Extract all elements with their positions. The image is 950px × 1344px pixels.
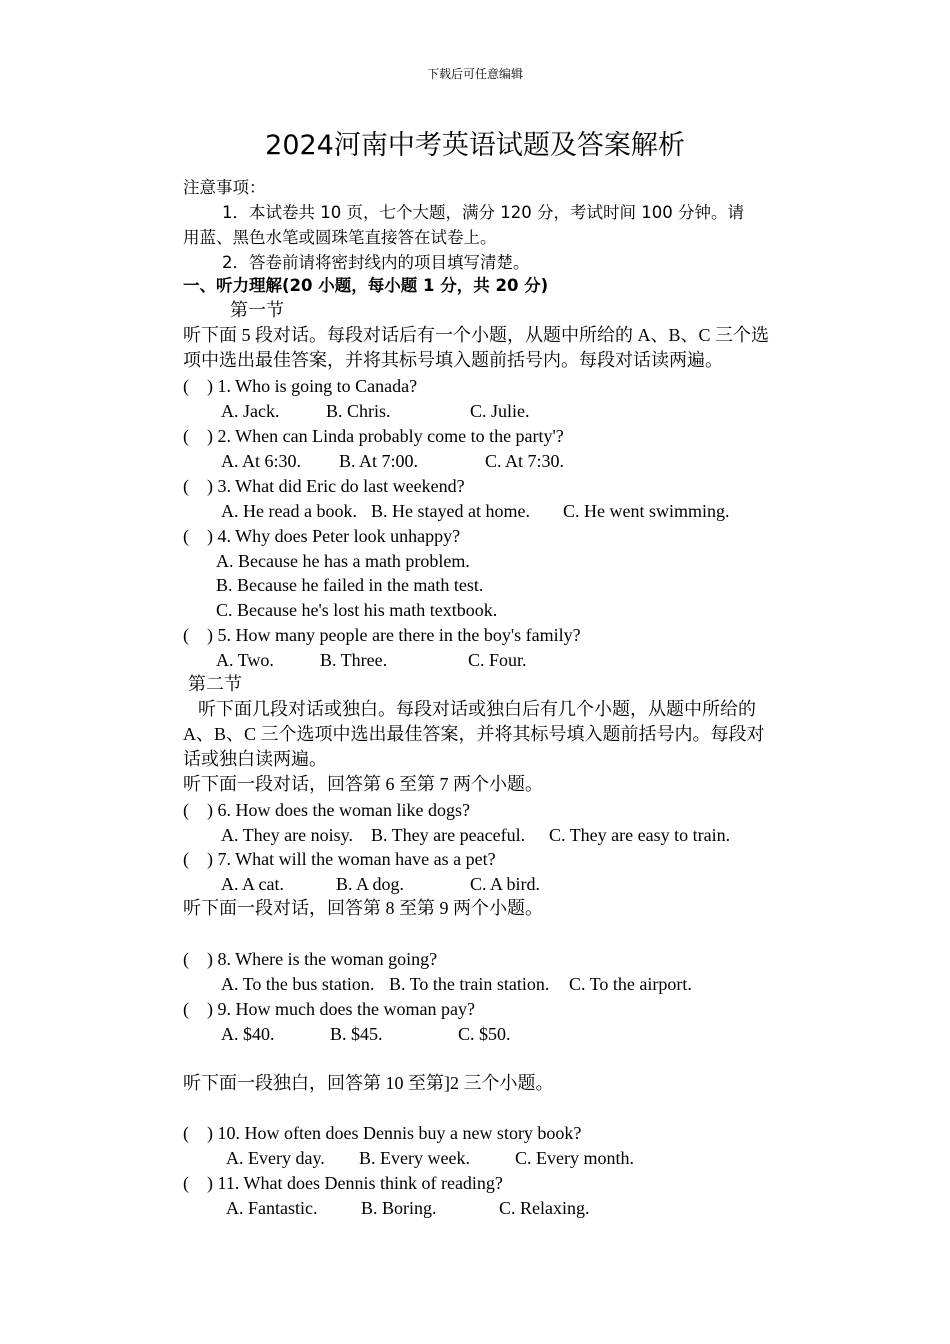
question-6-option-a: A. They are noisy. <box>221 825 353 845</box>
question-9-option-a: A. $40. <box>221 1024 275 1044</box>
notes-item-1-line-1: 1．本试卷共 10 页，七个大题，满分 120 分，考试时间 100 分钟。请 <box>222 203 744 222</box>
question-3-stem: ( ) 3. What did Eric do last weekend? <box>183 476 465 496</box>
section1-instruction-line-2: 项中选出最佳答案，并将其标号填入题前括号内。每段对话读两遍。 <box>183 350 723 370</box>
question-4-option-c: C. Because he's lost his math textbook. <box>216 600 498 620</box>
question-7-option-a: A. A cat. <box>221 874 284 894</box>
section2-title: 第二节 <box>188 674 242 694</box>
question-7-option-c: C. A bird. <box>470 874 541 894</box>
section2-instruction-line-3: 话或独白读两遍。 <box>183 749 327 769</box>
notes-item-2: 2．答卷前请将密封线内的项目填写清楚。 <box>222 253 530 272</box>
question-8-option-b: B. To the train station. <box>389 974 550 994</box>
question-11-option-c: C. Relaxing. <box>499 1198 590 1218</box>
question-5-option-a: A. Two. <box>216 650 274 670</box>
question-1-option-c: C. Julie. <box>470 401 530 421</box>
question-6-stem: ( ) 6. How does the woman like dogs? <box>183 800 470 820</box>
question-3-option-a: A. He read a book. <box>221 501 357 521</box>
question-9-option-c: C. $50. <box>458 1024 511 1044</box>
subsection-instruction-10-12: 听下面一段独白，回答第 10 至第]2 三个小题。 <box>183 1073 554 1093</box>
subsection-instruction-6-7: 听下面一段对话，回答第 6 至第 7 两个小题。 <box>183 774 543 794</box>
question-10-option-a: A. Every day. <box>226 1148 325 1168</box>
question-11-option-b: B. Boring. <box>361 1198 437 1218</box>
question-2-option-b: B. At 7:00. <box>339 451 419 471</box>
section2-instruction-line-2: A、B、C 三个选项中选出最佳答案，并将其标号填入题前括号内。每段对 <box>183 724 765 744</box>
notes-item-1-line-2: 用蓝、黑色水笔或圆珠笔直接答在试卷上。 <box>183 228 497 247</box>
question-8-option-c: C. To the airport. <box>569 974 692 994</box>
question-1-option-a: A. Jack. <box>221 401 280 421</box>
question-1-option-b: B. Chris. <box>326 401 391 421</box>
question-7-option-b: B. A dog. <box>336 874 405 894</box>
section2-instruction-line-1: 听下面几段对话或独白。每段对话或独白后有几个小题，从题中所给的 <box>198 699 756 719</box>
question-4-stem: ( ) 4. Why does Peter look unhappy? <box>183 526 461 546</box>
question-3-option-b: B. He stayed at home. <box>371 501 530 521</box>
question-10-stem: ( ) 10. How often does Dennis buy a new story book? <box>183 1123 582 1143</box>
question-6-option-b: B. They are peaceful. <box>371 825 526 845</box>
question-10-option-b: B. Every week. <box>359 1148 470 1168</box>
question-1-stem: ( ) 1. Who is going to Canada? <box>183 376 418 396</box>
part1-heading: 一、听力理解(20 小题，每小题 1 分，共 20 分) <box>183 276 549 295</box>
question-9-option-b: B. $45. <box>330 1024 383 1044</box>
question-10-option-c: C. Every month. <box>515 1148 634 1168</box>
question-8-option-a: A. To the bus station. <box>221 974 375 994</box>
question-11-stem: ( ) 11. What does Dennis think of reading? <box>183 1173 503 1193</box>
section1-instruction-line-1: 听下面 5 段对话。每段对话后有一个小题，从题中所给的 A、B、C 三个选 <box>183 325 770 345</box>
question-2-stem: ( ) 2. When can Linda probably come to the party'? <box>183 426 564 446</box>
question-9-stem: ( ) 9. How much does the woman pay? <box>183 999 475 1019</box>
subsection-instruction-8-9: 听下面一段对话，回答第 8 至第 9 两个小题。 <box>183 898 543 918</box>
question-4-option-a: A. Because he has a math problem. <box>216 551 470 571</box>
question-2-option-a: A. At 6:30. <box>221 451 302 471</box>
page-header-note: 下载后可任意编辑 <box>426 67 523 81</box>
question-11-option-a: A. Fantastic. <box>226 1198 318 1218</box>
question-8-stem: ( ) 8. Where is the woman going? <box>183 949 438 969</box>
question-5-option-b: B. Three. <box>320 650 388 670</box>
question-5-stem: ( ) 5. How many people are there in the boy's family? <box>183 625 581 645</box>
section1-title: 第一节 <box>230 300 284 320</box>
question-2-option-c: C. At 7:30. <box>485 451 565 471</box>
question-3-option-c: C. He went swimming. <box>563 501 730 521</box>
question-6-option-c: C. They are easy to train. <box>549 825 731 845</box>
question-5-option-c: C. Four. <box>468 650 527 670</box>
question-4-option-b: B. Because he failed in the math test. <box>216 575 484 595</box>
document-title: 2024河南中考英语试题及答案解析 <box>265 130 685 161</box>
notes-heading: 注意事项： <box>183 178 266 197</box>
question-7-stem: ( ) 7. What will the woman have as a pet? <box>183 849 496 869</box>
